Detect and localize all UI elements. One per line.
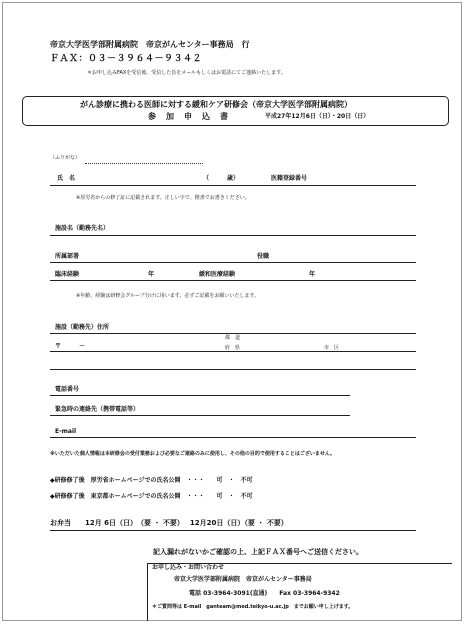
emergency-line[interactable] <box>50 415 350 416</box>
furigana-label: （ふりがな） <box>50 155 81 161</box>
facility-line[interactable] <box>50 235 416 236</box>
clinical-years-unit: 年 <box>148 271 155 278</box>
palliative-experience-label: 緩和医療経験 <box>199 271 236 278</box>
mhlw-publication-option[interactable]: ◆研修修了後 厚労省ホームページでの氏名公開 ・・・ 可 ・ 不可 <box>50 477 253 484</box>
contact-organization: 帝京大学医学部附属病院 帝京がんセンター事務局 <box>174 576 312 583</box>
address-line-2[interactable] <box>50 369 416 370</box>
postal-label: 〒 － <box>55 343 86 350</box>
experience-note: ※年齢、経験は研修会グループ分けに用います。必ずご記載をお願いいたします。 <box>76 293 259 299</box>
facility-label: 施設名（勤務先名） <box>55 225 110 232</box>
phone-line[interactable] <box>50 395 350 396</box>
privacy-note: ※いただいた個人情報は本研修会の受付業務および必要なご連絡のみに使用し、その他の目的で使用することはございません。 <box>50 451 336 457</box>
phone-label: 電話番号 <box>55 386 80 393</box>
contact-phone: 電話 03-3964-3091(直通) Fax 03-3964-9342 <box>189 590 340 597</box>
addressee: 帝京大学医学部附属病院 帝京がんセンター事務局 行 <box>50 40 250 49</box>
fax-note: ＊お申し込みFAXを受信後、受信した旨をメールもしくはお電話にてご連絡いたします。 <box>87 70 286 76</box>
address-line[interactable] <box>50 333 416 334</box>
registration-number-label: 医籍登録番号 <box>271 175 308 182</box>
name-label: 氏 名 <box>57 175 76 182</box>
fax-number: ＦＡＸ：０３－３９６４－９３４２ <box>50 54 203 64</box>
emergency-contact-label: 緊急時の連絡先（携帯電話等） <box>55 406 140 413</box>
prefecture-label-bottom: 府 県 <box>225 345 241 351</box>
furigana-line <box>85 163 203 164</box>
address-label: 施設（勤務先）住所 <box>55 324 110 331</box>
department-line[interactable] <box>50 262 416 263</box>
name-note: ※厚労省からの修了証に記載されます。正しい字で、楷書でお書きください。 <box>76 195 250 201</box>
prefecture-label-top: 都 道 <box>225 335 241 341</box>
contact-title: お申し込み・お問い合わせ <box>152 564 225 571</box>
application-form-page <box>2 2 462 621</box>
city-label: 市 区 <box>324 345 340 351</box>
email-label: E-mail <box>55 428 77 435</box>
age-label: （ 歳） <box>203 175 240 182</box>
lunch-line <box>50 530 416 531</box>
lunch-option[interactable]: お弁当 12月 6日（日） （要 ・ 不要） 12月20日（日）（要 ・ 不要） <box>50 519 288 527</box>
session-dates: 平成27年12月6日（日）・20日（日） <box>265 113 370 120</box>
position-label: 役職 <box>257 253 270 260</box>
email-line[interactable] <box>50 437 416 438</box>
postal-line[interactable] <box>50 351 416 352</box>
clinical-experience-label: 臨床経験 <box>55 271 80 278</box>
submission-reminder: 記入漏れがないかご確認の上、上記ＦＡＸ番号へご送信ください。 <box>153 548 363 556</box>
form-subtitle: 参 加 申 込 書 <box>148 112 229 121</box>
tokyo-publication-option[interactable]: ◆研修修了後 東京都ホームページでの氏名公開 ・・・ 可 ・ 不可 <box>50 493 253 500</box>
department-label: 所属部署 <box>55 253 80 260</box>
experience-line[interactable] <box>50 280 416 281</box>
palliative-years-unit: 年 <box>309 271 316 278</box>
form-title: がん診療に携わる医師に対する緩和ケア研修会（帝京大学医学部附属病院） <box>80 100 352 109</box>
name-line[interactable] <box>50 185 416 186</box>
contact-email: ＊ご質問等は E-mail ganteam@med.teikyo-u.ac.jp までお願い申し上げます。 <box>152 604 354 610</box>
